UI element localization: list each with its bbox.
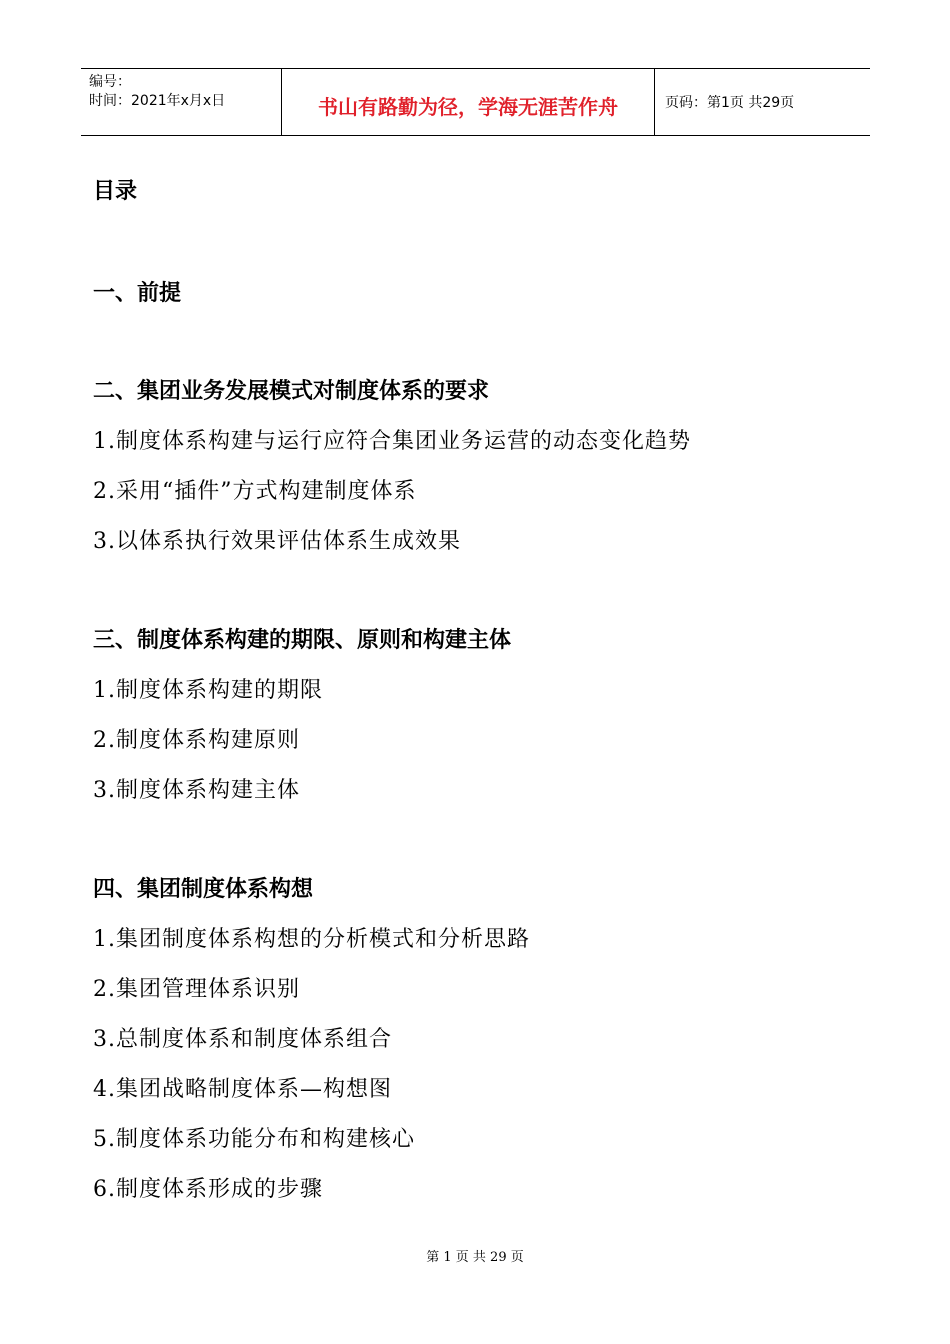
- toc-item: 2.制度体系构建原则: [93, 728, 300, 753]
- toc-section-heading: 四、集团制度体系构想: [93, 877, 314, 902]
- toc-item: 2.采用“插件”方式构建制度体系: [93, 479, 417, 504]
- toc-section-heading: 三、制度体系构建的期限、原则和构建主体: [93, 628, 512, 653]
- document-time: 时间：2021年x月x日: [89, 93, 226, 109]
- header-page-info: 页码：第1页 共29页: [665, 95, 795, 111]
- toc-item: 4.集团战略制度体系—构想图: [93, 1077, 392, 1102]
- toc-item: 1.制度体系构建与运行应符合集团业务运营的动态变化趋势: [93, 429, 691, 454]
- toc-title: 目录: [93, 179, 138, 204]
- toc-item: 1.集团制度体系构想的分析模式和分析思路: [93, 927, 530, 952]
- toc-section-heading: 二、集团业务发展模式对制度体系的要求: [93, 379, 490, 404]
- toc-item: 5.制度体系功能分布和构建核心: [93, 1127, 415, 1152]
- toc-section-heading: 一、前提: [93, 281, 182, 306]
- toc-item: 6.制度体系形成的步骤: [93, 1177, 323, 1202]
- header-motto: 书山有路勤为径，学海无涯苦作舟: [282, 69, 655, 135]
- header-meta: [81, 69, 282, 135]
- page-footer: 第 1 页 共 29 页: [426, 1250, 524, 1265]
- page-header: [81, 68, 870, 136]
- toc-item: 1.制度体系构建的期限: [93, 678, 323, 703]
- toc-item: 3.以体系执行效果评估体系生成效果: [93, 529, 461, 554]
- document-number-label: 编号：: [89, 74, 131, 90]
- toc-item: 3.总制度体系和制度体系组合: [93, 1027, 392, 1052]
- toc-item: 2.集团管理体系识别: [93, 977, 300, 1002]
- toc-item: 3.制度体系构建主体: [93, 778, 300, 803]
